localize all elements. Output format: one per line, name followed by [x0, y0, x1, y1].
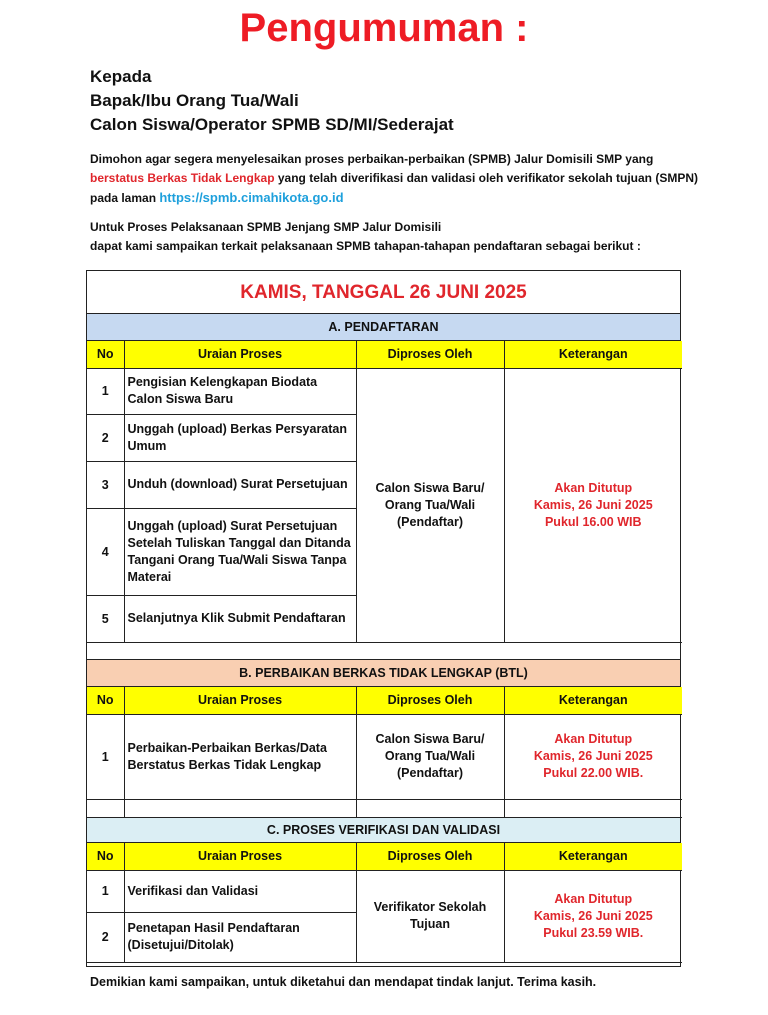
row-no: 1 — [87, 870, 124, 912]
row-uraian: Selanjutnya Klik Submit Pendaftaran — [124, 595, 356, 642]
header-keterangan: Keterangan — [504, 687, 682, 714]
section-b-table — [87, 687, 682, 818]
section-a-ket-line-2: Kamis, 26 Juni 2025 — [533, 497, 653, 512]
section-a-table — [87, 341, 682, 643]
intro-line-1: Dimohon agar segera menyelesaikan proses perbaikan-perbaikan (SPMB) Jalur Domisili SMP yang — [90, 152, 654, 166]
spacer-cell — [87, 799, 124, 817]
section-a-ket-line-1: Akan Ditutup — [554, 480, 633, 495]
proses-line-1: Untuk Proses Pelaksanaan SPMB Jenjang SMP Jalur Domisili — [90, 220, 442, 234]
row-uraian: Unggah (upload) Berkas Persyaratan Umum — [124, 414, 356, 461]
header-keterangan: Keterangan — [504, 843, 682, 870]
section-b-keterangan — [504, 714, 682, 799]
schedule-date: KAMIS, TANGGAL 26 JUNI 2025 — [240, 282, 527, 303]
proses-paragraph — [90, 218, 641, 256]
row-uraian: Unduh (download) Surat Persetujuan — [124, 461, 356, 508]
table-row — [87, 714, 682, 799]
row-no: 2 — [87, 414, 124, 461]
section-b-ket-line-3: Pukul 22.00 WIB. — [543, 766, 644, 780]
section-c-ket-line-1: Akan Ditutup — [554, 891, 633, 906]
schedule-table — [86, 270, 681, 967]
section-c-keterangan — [504, 870, 682, 962]
section-a-keterangan — [504, 368, 682, 642]
addressee-line-1: Kepada — [90, 67, 152, 86]
section-b-header-row — [87, 687, 682, 714]
section-b-diproses: Calon Siswa Baru/ Orang Tua/Wali (Pendaftar) — [356, 714, 504, 799]
intro-paragraph — [90, 150, 698, 208]
header-no: No — [87, 843, 124, 870]
row-no: 5 — [87, 595, 124, 642]
row-uraian: Pengisian Kelengkapan Biodata Calon Siswa Baru — [124, 368, 356, 414]
header-uraian: Uraian Proses — [124, 687, 356, 714]
section-c-header-row — [87, 843, 682, 870]
table-row — [87, 368, 682, 414]
section-c-ket-line-3: Pukul 23.59 WIB. — [543, 925, 644, 940]
addressee-line-2: Bapak/Ibu Orang Tua/Wali — [90, 91, 299, 110]
addressee-block — [90, 65, 454, 137]
section-b-ket-line-2: Kamis, 26 Juni 2025 — [533, 749, 653, 763]
section-c-diproses: Verifikator Sekolah Tujuan — [356, 870, 504, 962]
spacer-cell — [504, 799, 682, 817]
section-a-header-row — [87, 341, 682, 368]
row-no: 4 — [87, 508, 124, 595]
section-a-title: A. PENDAFTARAN — [87, 313, 680, 341]
header-keterangan: Keterangan — [504, 341, 682, 368]
row-uraian: Verifikasi dan Validasi — [124, 870, 356, 912]
row-no: 1 — [87, 714, 124, 799]
row-no: 1 — [87, 368, 124, 414]
spacer-cell — [356, 799, 504, 817]
section-c-ket-line-2: Kamis, 26 Juni 2025 — [533, 908, 653, 923]
row-no: 3 — [87, 461, 124, 508]
table-row — [87, 870, 682, 912]
header-no: No — [87, 341, 124, 368]
section-a-ket-line-3: Pukul 16.00 WIB — [544, 514, 642, 529]
intro-line-2 — [90, 169, 698, 188]
page-title: Pengumuman : — [239, 6, 529, 50]
proses-line-2: dapat kami sampaikan terkait pelaksanaan SPMB tahapan-tahapan pendaftaran sebagai berikut : — [90, 239, 641, 253]
section-c-title: C. PROSES VERIFIKASI DAN VALIDASI — [87, 817, 680, 843]
spacer-cell — [124, 799, 356, 817]
table-spacer-row — [87, 799, 682, 817]
row-uraian: Penetapan Hasil Pendaftaran (Disetujui/Ditolak) — [124, 912, 356, 962]
header-diproses: Diproses Oleh — [356, 341, 504, 368]
section-b-ket-line-1: Akan Ditutup — [554, 732, 633, 746]
addressee-line-3: Calon Siswa/Operator SPMB SD/MI/Sederajat — [90, 115, 454, 134]
intro-line-3 — [90, 188, 698, 208]
row-uraian: Perbaikan-Perbaikan Berkas/Data Berstatus Berkas Tidak Lengkap — [124, 714, 356, 799]
section-c-table — [87, 843, 682, 963]
row-uraian: Unggah (upload) Surat Persetujuan Setelah Tuliskan Tanggal dan Ditanda Tangani Orang Tua/Wali Siswa Tanpa Materai — [124, 508, 356, 595]
header-uraian: Uraian Proses — [124, 843, 356, 870]
intro-status-highlight: berstatus Berkas Tidak Lengkap — [90, 171, 275, 185]
spmb-link[interactable]: https://spmb.cimahikota.go.id — [159, 190, 344, 205]
intro-line-2-rest: yang telah diverifikasi dan validasi oleh verifikator sekolah tujuan (SMPN) — [274, 171, 698, 185]
header-diproses: Diproses Oleh — [356, 843, 504, 870]
header-uraian: Uraian Proses — [124, 341, 356, 368]
section-b-title: B. PERBAIKAN BERKAS TIDAK LENGKAP (BTL) — [87, 659, 680, 687]
section-a-diproses: Calon Siswa Baru/ Orang Tua/Wali (Pendaftar) — [356, 368, 504, 642]
row-no: 2 — [87, 912, 124, 962]
closing-statement: Demikian kami sampaikan, untuk diketahui dan mendapat tindak lanjut. Terima kasih. — [90, 975, 597, 989]
intro-link-prefix: pada laman — [90, 191, 160, 205]
header-diproses: Diproses Oleh — [356, 687, 504, 714]
header-no: No — [87, 687, 124, 714]
